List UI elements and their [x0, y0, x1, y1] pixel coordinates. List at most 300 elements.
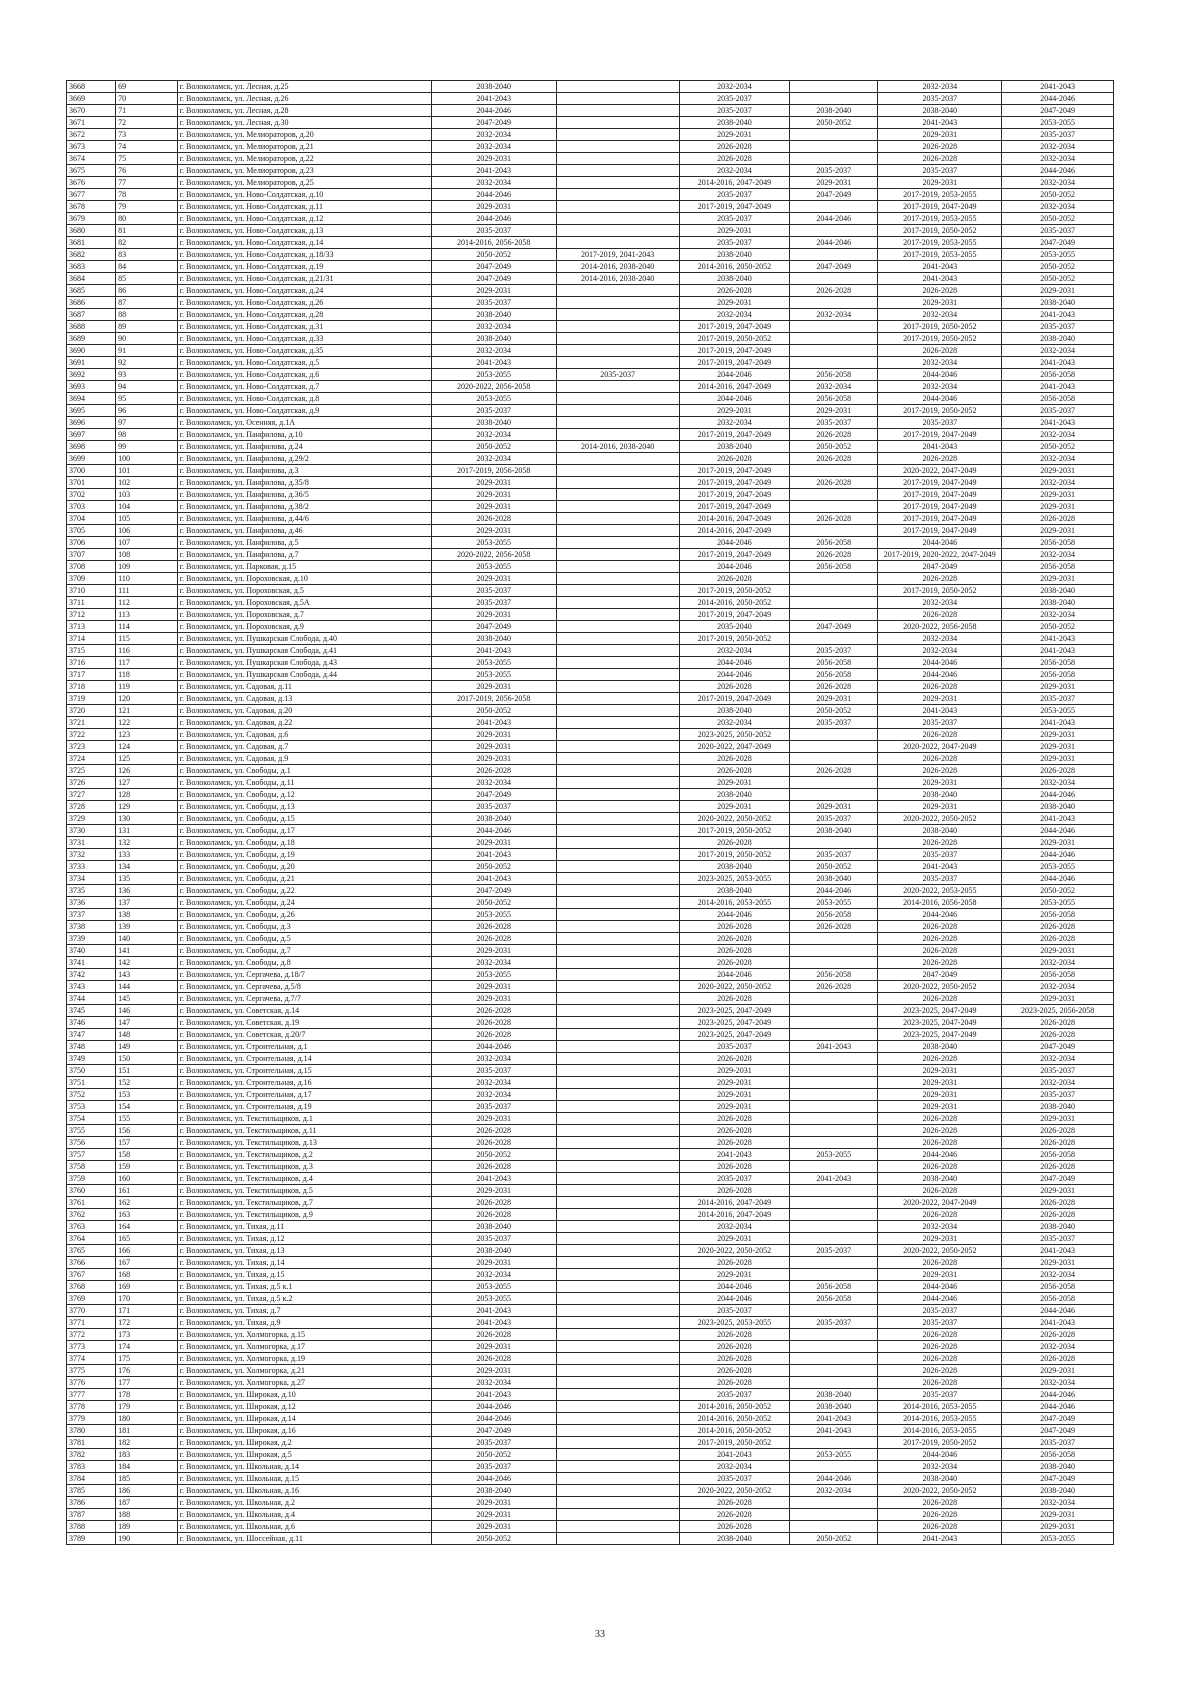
period-1-cell: 2035-2037 — [431, 405, 556, 417]
period-2-cell — [556, 1293, 679, 1305]
period-5-cell: 2041-2043 — [878, 261, 1002, 273]
period-3-cell: 2026-2028 — [679, 753, 790, 765]
period-1-cell: 2026-2028 — [431, 1029, 556, 1041]
address-cell: г. Волоколамск, ул. Советская, д.20/7 — [177, 1029, 431, 1041]
address-cell: г. Волоколамск, ул. Пороховская, д.5А — [177, 597, 431, 609]
period-5-cell: 2020-2022, 2056-2058 — [878, 621, 1002, 633]
table-row — [67, 1149, 1114, 1161]
period-4-cell: 2035-2037 — [790, 717, 878, 729]
period-6-cell: 2041-2043 — [1002, 417, 1114, 429]
row-id-cell: 3737 — [67, 909, 116, 921]
period-3-cell: 2026-2028 — [679, 1353, 790, 1365]
row-number-cell: 117 — [116, 657, 177, 669]
period-2-cell — [556, 1377, 679, 1389]
address-cell: г. Волоколамск, ул. Свободы, д.5 — [177, 933, 431, 945]
period-2-cell — [556, 1389, 679, 1401]
address-cell: г. Волоколамск, ул. Холмогорка, д.19 — [177, 1353, 431, 1365]
period-5-cell: 2038-2040 — [878, 789, 1002, 801]
row-number-cell: 139 — [116, 921, 177, 933]
period-2-cell — [556, 525, 679, 537]
period-2-cell — [556, 621, 679, 633]
row-id-cell: 3673 — [67, 141, 116, 153]
period-6-cell: 2029-2031 — [1002, 501, 1114, 513]
row-id-cell: 3785 — [67, 1485, 116, 1497]
period-4-cell — [790, 1377, 878, 1389]
period-1-cell: 2044-2046 — [431, 1401, 556, 1413]
row-id-cell: 3678 — [67, 201, 116, 213]
period-4-cell: 2032-2034 — [790, 381, 878, 393]
address-cell: г. Волоколамск, ул. Мелиораторов, д.22 — [177, 153, 431, 165]
row-id-cell: 3701 — [67, 477, 116, 489]
period-3-cell: 2026-2028 — [679, 1377, 790, 1389]
period-1-cell: 2053-2055 — [431, 393, 556, 405]
period-6-cell: 2029-2031 — [1002, 753, 1114, 765]
period-1-cell: 2032-2034 — [431, 321, 556, 333]
period-4-cell: 2026-2028 — [790, 921, 878, 933]
table-row — [67, 1197, 1114, 1209]
period-6-cell: 2041-2043 — [1002, 1317, 1114, 1329]
address-cell: г. Волоколамск, ул. Панфилова, д.10 — [177, 429, 431, 441]
address-cell: г. Волоколамск, ул. Текстильщиков, д.3 — [177, 1161, 431, 1173]
row-id-cell: 3789 — [67, 1533, 116, 1545]
period-2-cell — [556, 1365, 679, 1377]
period-5-cell: 2026-2028 — [878, 453, 1002, 465]
period-5-cell: 2029-2031 — [878, 1065, 1002, 1077]
period-1-cell: 2050-2052 — [431, 705, 556, 717]
table-row — [67, 165, 1114, 177]
period-2-cell — [556, 105, 679, 117]
row-number-cell: 152 — [116, 1077, 177, 1089]
period-5-cell: 2026-2028 — [878, 1509, 1002, 1521]
row-id-cell: 3780 — [67, 1425, 116, 1437]
address-cell: г. Волоколамск, ул. Панфилова, д.29/2 — [177, 453, 431, 465]
row-number-cell: 182 — [116, 1437, 177, 1449]
period-5-cell: 2029-2031 — [878, 1101, 1002, 1113]
period-5-cell: 2032-2034 — [878, 381, 1002, 393]
period-6-cell: 2050-2052 — [1002, 213, 1114, 225]
period-3-cell: 2029-2031 — [679, 129, 790, 141]
period-1-cell: 2035-2037 — [431, 585, 556, 597]
address-cell: г. Волоколамск, ул. Свободы, д.11 — [177, 777, 431, 789]
address-cell: г. Волоколамск, ул. Садовая, д.7 — [177, 741, 431, 753]
row-id-cell: 3688 — [67, 321, 116, 333]
row-number-cell: 88 — [116, 309, 177, 321]
row-number-cell: 77 — [116, 177, 177, 189]
row-number-cell: 96 — [116, 405, 177, 417]
period-1-cell: 2029-2031 — [431, 753, 556, 765]
period-1-cell: 2029-2031 — [431, 477, 556, 489]
period-6-cell: 2026-2028 — [1002, 1209, 1114, 1221]
period-6-cell: 2032-2034 — [1002, 1077, 1114, 1089]
period-2-cell — [556, 1149, 679, 1161]
table-row — [67, 729, 1114, 741]
period-4-cell: 2026-2028 — [790, 285, 878, 297]
period-1-cell: 2047-2049 — [431, 789, 556, 801]
row-number-cell: 84 — [116, 261, 177, 273]
period-2-cell — [556, 1329, 679, 1341]
period-4-cell — [790, 93, 878, 105]
period-5-cell: 2044-2046 — [878, 1281, 1002, 1293]
row-id-cell: 3755 — [67, 1125, 116, 1137]
period-1-cell: 2047-2049 — [431, 117, 556, 129]
row-id-cell: 3763 — [67, 1221, 116, 1233]
table-row — [67, 117, 1114, 129]
period-3-cell: 2017-2019, 2047-2049 — [679, 501, 790, 513]
address-cell: г. Волоколамск, ул. Садовая, д.22 — [177, 717, 431, 729]
address-cell: г. Волоколамск, ул. Школьная, д.14 — [177, 1461, 431, 1473]
row-id-cell: 3765 — [67, 1245, 116, 1257]
period-3-cell: 2035-2037 — [679, 213, 790, 225]
period-2-cell — [556, 453, 679, 465]
period-4-cell — [790, 357, 878, 369]
period-2-cell — [556, 1509, 679, 1521]
period-3-cell: 2029-2031 — [679, 297, 790, 309]
period-6-cell: 2044-2046 — [1002, 1305, 1114, 1317]
address-cell: г. Волоколамск, ул. Садовая, д.6 — [177, 729, 431, 741]
address-cell: г. Волоколамск, ул. Холмогорка, д.17 — [177, 1341, 431, 1353]
table-row — [67, 441, 1114, 453]
period-5-cell: 2020-2022, 2047-2049 — [878, 465, 1002, 477]
period-3-cell: 2035-2037 — [679, 105, 790, 117]
period-2-cell — [556, 561, 679, 573]
period-6-cell: 2029-2031 — [1002, 729, 1114, 741]
period-2-cell — [556, 1209, 679, 1221]
period-2-cell — [556, 1233, 679, 1245]
period-4-cell: 2056-2058 — [790, 909, 878, 921]
period-4-cell: 2038-2040 — [790, 1401, 878, 1413]
address-cell: г. Волоколамск, ул. Тихая, д.14 — [177, 1257, 431, 1269]
period-3-cell: 2017-2019, 2047-2049 — [679, 693, 790, 705]
table-row — [67, 1437, 1114, 1449]
period-4-cell: 2044-2046 — [790, 1473, 878, 1485]
period-2-cell — [556, 801, 679, 813]
table-row — [67, 1077, 1114, 1089]
period-1-cell: 2053-2055 — [431, 969, 556, 981]
period-2-cell — [556, 1305, 679, 1317]
row-id-cell: 3786 — [67, 1497, 116, 1509]
period-3-cell: 2026-2028 — [679, 1053, 790, 1065]
table-row — [67, 561, 1114, 573]
period-3-cell: 2041-2043 — [679, 1149, 790, 1161]
row-id-cell: 3740 — [67, 945, 116, 957]
period-1-cell: 2053-2055 — [431, 1293, 556, 1305]
period-5-cell: 2035-2037 — [878, 717, 1002, 729]
period-4-cell — [790, 1089, 878, 1101]
period-1-cell: 2026-2028 — [431, 1197, 556, 1209]
address-cell: г. Волоколамск, ул. Панфилова, д.38/2 — [177, 501, 431, 513]
address-cell: г. Волоколамск, ул. Панфилова, д.35/8 — [177, 477, 431, 489]
row-id-cell: 3703 — [67, 501, 116, 513]
table-row — [67, 501, 1114, 513]
row-id-cell: 3731 — [67, 837, 116, 849]
period-3-cell: 2026-2028 — [679, 1125, 790, 1137]
period-2-cell — [556, 765, 679, 777]
period-4-cell — [790, 1185, 878, 1197]
period-5-cell: 2035-2037 — [878, 1305, 1002, 1317]
period-3-cell: 2029-2031 — [679, 1065, 790, 1077]
address-cell: г. Волоколамск, ул. Текстильщиков, д.1 — [177, 1113, 431, 1125]
row-id-cell: 3761 — [67, 1197, 116, 1209]
period-6-cell: 2038-2040 — [1002, 1221, 1114, 1233]
period-4-cell: 2041-2043 — [790, 1041, 878, 1053]
period-2-cell — [556, 165, 679, 177]
period-1-cell: 2026-2028 — [431, 1353, 556, 1365]
period-1-cell: 2035-2037 — [431, 1233, 556, 1245]
period-4-cell — [790, 993, 878, 1005]
address-cell: г. Волоколамск, ул. Свободы, д.12 — [177, 789, 431, 801]
period-3-cell: 2017-2019, 2050-2052 — [679, 633, 790, 645]
address-cell: г. Волоколамск, ул. Панфилова, д.5 — [177, 537, 431, 549]
table-row — [67, 201, 1114, 213]
row-id-cell: 3687 — [67, 309, 116, 321]
period-5-cell: 2017-2019, 2053-2055 — [878, 237, 1002, 249]
period-6-cell: 2044-2046 — [1002, 93, 1114, 105]
period-4-cell — [790, 525, 878, 537]
period-3-cell: 2014-2016, 2047-2049 — [679, 513, 790, 525]
period-5-cell: 2026-2028 — [878, 573, 1002, 585]
period-6-cell: 2044-2046 — [1002, 1401, 1114, 1413]
period-5-cell: 2041-2043 — [878, 441, 1002, 453]
row-number-cell: 143 — [116, 969, 177, 981]
address-cell: г. Волоколамск, ул. Тихая, д.5 к.2 — [177, 1293, 431, 1305]
period-4-cell: 2047-2049 — [790, 189, 878, 201]
period-5-cell: 2026-2028 — [878, 285, 1002, 297]
address-cell: г. Волоколамск, ул. Ново-Солдатская, д.33 — [177, 333, 431, 345]
period-2-cell — [556, 729, 679, 741]
period-3-cell: 2026-2028 — [679, 285, 790, 297]
row-number-cell: 73 — [116, 129, 177, 141]
period-3-cell: 2023-2025, 2047-2049 — [679, 1029, 790, 1041]
period-6-cell: 2029-2031 — [1002, 489, 1114, 501]
period-2-cell: 2035-2037 — [556, 369, 679, 381]
row-id-cell: 3675 — [67, 165, 116, 177]
row-id-cell: 3772 — [67, 1329, 116, 1341]
address-cell: г. Волоколамск, ул. Панфилова, д.7 — [177, 549, 431, 561]
period-2-cell — [556, 321, 679, 333]
period-4-cell: 2038-2040 — [790, 105, 878, 117]
period-4-cell: 2050-2052 — [790, 705, 878, 717]
table-row — [67, 1257, 1114, 1269]
address-cell: г. Волоколамск, ул. Тихая, д.5 к.1 — [177, 1281, 431, 1293]
period-3-cell: 2038-2040 — [679, 249, 790, 261]
period-6-cell: 2050-2052 — [1002, 273, 1114, 285]
table-row — [67, 1017, 1114, 1029]
period-5-cell: 2026-2028 — [878, 1125, 1002, 1137]
period-4-cell: 2041-2043 — [790, 1425, 878, 1437]
period-1-cell: 2047-2049 — [431, 273, 556, 285]
period-2-cell — [556, 789, 679, 801]
period-1-cell: 2029-2031 — [431, 1257, 556, 1269]
row-id-cell: 3733 — [67, 861, 116, 873]
address-cell: г. Волоколамск, ул. Панфилова, д.24 — [177, 441, 431, 453]
row-number-cell: 180 — [116, 1413, 177, 1425]
row-id-cell: 3777 — [67, 1389, 116, 1401]
period-1-cell: 2047-2049 — [431, 885, 556, 897]
period-1-cell: 2029-2031 — [431, 1113, 556, 1125]
period-6-cell: 2032-2034 — [1002, 777, 1114, 789]
period-3-cell: 2014-2016, 2050-2052 — [679, 1425, 790, 1437]
address-cell: г. Волоколамск, ул. Ново-Солдатская, д.6 — [177, 369, 431, 381]
period-5-cell: 2020-2022, 2047-2049 — [878, 741, 1002, 753]
row-number-cell: 114 — [116, 621, 177, 633]
address-cell: г. Волоколамск, ул. Широкая, д.10 — [177, 1389, 431, 1401]
period-4-cell: 2029-2031 — [790, 693, 878, 705]
row-number-cell: 101 — [116, 465, 177, 477]
period-6-cell: 2032-2034 — [1002, 201, 1114, 213]
period-2-cell — [556, 1341, 679, 1353]
period-5-cell: 2026-2028 — [878, 141, 1002, 153]
period-6-cell: 2041-2043 — [1002, 717, 1114, 729]
period-6-cell: 2029-2031 — [1002, 1185, 1114, 1197]
address-cell: г. Волоколамск, ул. Пушкарская Слобода, д.43 — [177, 657, 431, 669]
period-2-cell — [556, 1269, 679, 1281]
row-id-cell: 3776 — [67, 1377, 116, 1389]
table-body — [67, 81, 1114, 1545]
address-cell: г. Волоколамск, ул. Панфилова, д.44/6 — [177, 513, 431, 525]
address-cell: г. Волоколамск, ул. Строительная, д.19 — [177, 1101, 431, 1113]
table-row — [67, 1413, 1114, 1425]
row-id-cell: 3715 — [67, 645, 116, 657]
table-row — [67, 765, 1114, 777]
period-4-cell — [790, 1137, 878, 1149]
period-4-cell — [790, 1101, 878, 1113]
row-id-cell: 3710 — [67, 585, 116, 597]
row-id-cell: 3697 — [67, 429, 116, 441]
period-2-cell — [556, 1485, 679, 1497]
table-row — [67, 429, 1114, 441]
row-id-cell: 3732 — [67, 849, 116, 861]
period-4-cell — [790, 597, 878, 609]
period-3-cell: 2017-2019, 2047-2049 — [679, 489, 790, 501]
row-id-cell: 3750 — [67, 1065, 116, 1077]
row-id-cell: 3706 — [67, 537, 116, 549]
period-5-cell: 2029-2031 — [878, 129, 1002, 141]
row-id-cell: 3768 — [67, 1281, 116, 1293]
period-3-cell: 2026-2028 — [679, 141, 790, 153]
period-1-cell: 2026-2028 — [431, 765, 556, 777]
period-5-cell: 2032-2034 — [878, 357, 1002, 369]
row-id-cell: 3681 — [67, 237, 116, 249]
table-row — [67, 1185, 1114, 1197]
period-2-cell — [556, 837, 679, 849]
row-number-cell: 83 — [116, 249, 177, 261]
address-cell: г. Волоколамск, ул. Свободы, д.1 — [177, 765, 431, 777]
period-6-cell: 2056-2058 — [1002, 1281, 1114, 1293]
period-1-cell: 2026-2028 — [431, 1209, 556, 1221]
period-6-cell: 2047-2049 — [1002, 1041, 1114, 1053]
row-number-cell: 107 — [116, 537, 177, 549]
address-cell: г. Волоколамск, ул. Свободы, д.26 — [177, 909, 431, 921]
period-4-cell — [790, 837, 878, 849]
period-3-cell: 2032-2034 — [679, 1221, 790, 1233]
period-2-cell — [556, 81, 679, 93]
row-id-cell: 3705 — [67, 525, 116, 537]
table-row — [67, 1509, 1114, 1521]
period-2-cell — [556, 657, 679, 669]
period-1-cell: 2035-2037 — [431, 225, 556, 237]
period-4-cell: 2047-2049 — [790, 621, 878, 633]
period-5-cell: 2038-2040 — [878, 825, 1002, 837]
row-id-cell: 3699 — [67, 453, 116, 465]
address-cell: г. Волоколамск, ул. Осенняя, д.1А — [177, 417, 431, 429]
table-row — [67, 1497, 1114, 1509]
row-id-cell: 3708 — [67, 561, 116, 573]
address-cell: г. Волоколамск, ул. Пушкарская Слобода, д.41 — [177, 645, 431, 657]
period-5-cell: 2020-2022, 2050-2052 — [878, 981, 1002, 993]
address-cell: г. Волоколамск, ул. Сергачева, д.18/7 — [177, 969, 431, 981]
period-6-cell: 2029-2031 — [1002, 285, 1114, 297]
period-1-cell: 2035-2037 — [431, 801, 556, 813]
row-id-cell: 3742 — [67, 969, 116, 981]
period-6-cell: 2032-2034 — [1002, 453, 1114, 465]
address-cell: г. Волоколамск, ул. Ново-Солдатская, д.18/33 — [177, 249, 431, 261]
period-5-cell: 2035-2037 — [878, 1317, 1002, 1329]
period-2-cell — [556, 1065, 679, 1077]
row-id-cell: 3766 — [67, 1257, 116, 1269]
period-3-cell: 2026-2028 — [679, 993, 790, 1005]
period-3-cell: 2029-2031 — [679, 1089, 790, 1101]
period-3-cell: 2017-2019, 2047-2049 — [679, 201, 790, 213]
period-5-cell: 2026-2028 — [878, 1113, 1002, 1125]
table-row — [67, 1521, 1114, 1533]
period-3-cell: 2017-2019, 2047-2049 — [679, 477, 790, 489]
period-6-cell: 2056-2058 — [1002, 969, 1114, 981]
period-6-cell: 2035-2037 — [1002, 1233, 1114, 1245]
period-6-cell: 2056-2058 — [1002, 1293, 1114, 1305]
row-id-cell: 3788 — [67, 1521, 116, 1533]
period-1-cell: 2032-2034 — [431, 453, 556, 465]
address-cell: г. Волоколамск, ул. Панфилова, д.46 — [177, 525, 431, 537]
period-3-cell: 2041-2043 — [679, 1449, 790, 1461]
period-1-cell: 2026-2028 — [431, 921, 556, 933]
period-3-cell: 2026-2028 — [679, 453, 790, 465]
period-3-cell: 2029-2031 — [679, 1077, 790, 1089]
row-id-cell: 3713 — [67, 621, 116, 633]
period-6-cell: 2032-2034 — [1002, 981, 1114, 993]
period-1-cell: 2038-2040 — [431, 1485, 556, 1497]
period-6-cell: 2056-2058 — [1002, 393, 1114, 405]
row-number-cell: 147 — [116, 1017, 177, 1029]
period-5-cell: 2044-2046 — [878, 537, 1002, 549]
period-2-cell — [556, 1197, 679, 1209]
period-6-cell: 2041-2043 — [1002, 813, 1114, 825]
row-number-cell: 174 — [116, 1341, 177, 1353]
period-5-cell: 2029-2031 — [878, 1233, 1002, 1245]
table-row — [67, 981, 1114, 993]
period-4-cell — [790, 933, 878, 945]
row-id-cell: 3736 — [67, 897, 116, 909]
period-5-cell: 2026-2028 — [878, 729, 1002, 741]
period-1-cell: 2017-2019, 2056-2058 — [431, 465, 556, 477]
row-id-cell: 3735 — [67, 885, 116, 897]
period-1-cell: 2053-2055 — [431, 537, 556, 549]
address-cell: г. Волоколамск, ул. Тихая, д.7 — [177, 1305, 431, 1317]
row-id-cell: 3724 — [67, 753, 116, 765]
row-number-cell: 71 — [116, 105, 177, 117]
address-cell: г. Волоколамск, ул. Школьная, д.6 — [177, 1521, 431, 1533]
period-5-cell: 2044-2046 — [878, 1293, 1002, 1305]
period-3-cell: 2017-2019, 2047-2049 — [679, 345, 790, 357]
row-number-cell: 130 — [116, 813, 177, 825]
row-id-cell: 3719 — [67, 693, 116, 705]
address-cell: г. Волоколамск, ул. Текстильщиков, д.13 — [177, 1137, 431, 1149]
row-number-cell: 115 — [116, 633, 177, 645]
row-id-cell: 3711 — [67, 597, 116, 609]
period-1-cell: 2029-2031 — [431, 1521, 556, 1533]
period-6-cell: 2038-2040 — [1002, 585, 1114, 597]
period-6-cell: 2044-2046 — [1002, 849, 1114, 861]
row-id-cell: 3674 — [67, 153, 116, 165]
